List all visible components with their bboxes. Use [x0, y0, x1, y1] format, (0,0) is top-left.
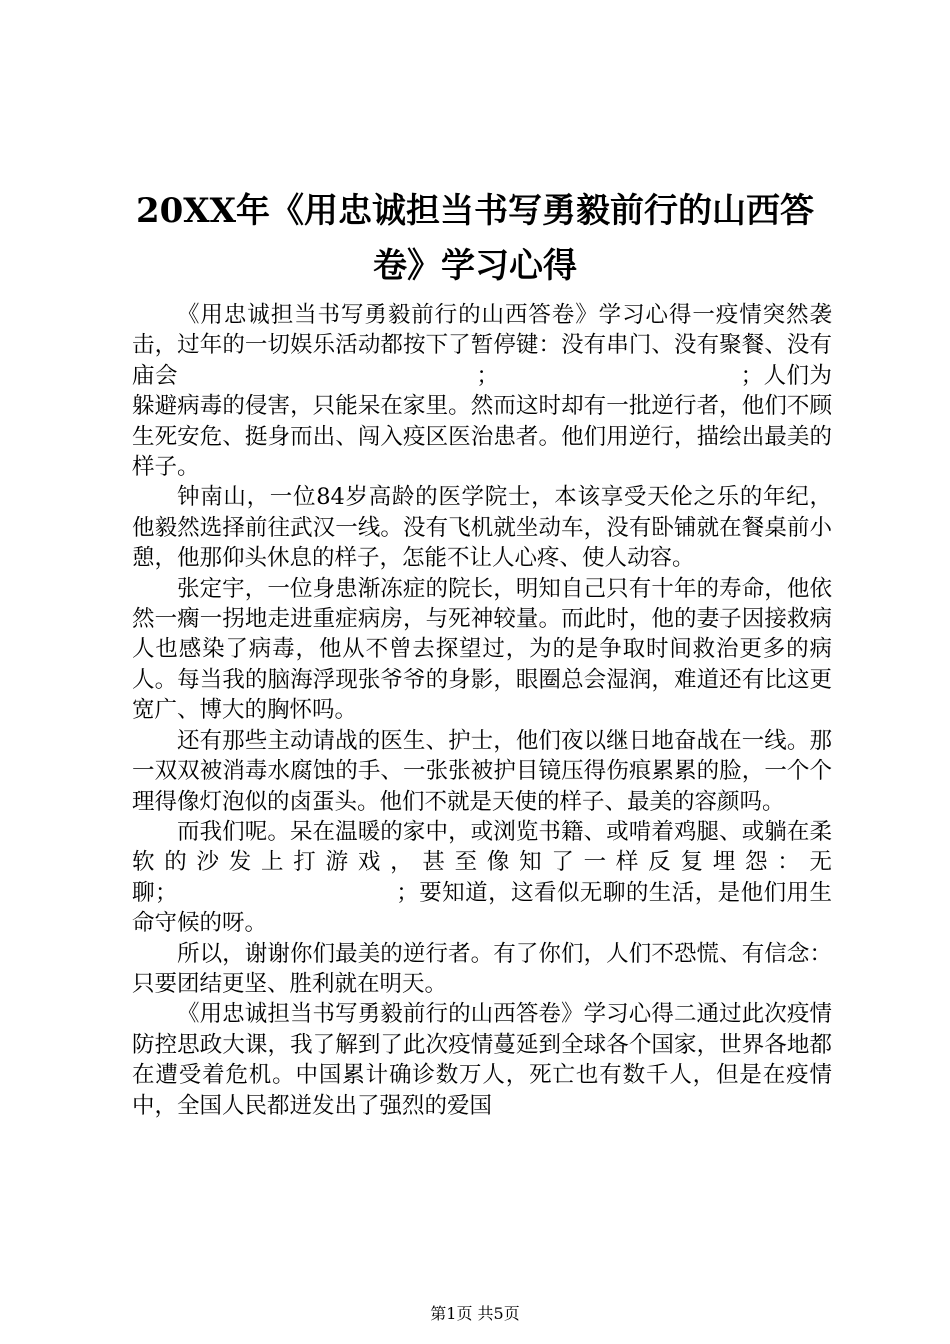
document-body [132, 300, 832, 1121]
paragraph-7: 《用忠诚担当书写勇毅前行的山西答卷》学习心得二通过此次疫情防控思政大课，我了解到了此次疫情蔓延到全球各个国家，世界各地都在遭受着危机。中国累计确诊数万人，死亡也有数千人，但是在疫情中，全国人民都迸发出了强烈的爱国 [132, 1001, 832, 1119]
paragraph-6: 所以，谢谢你们最美的逆行者。有了你们，人们不恐慌、有信念：只要团结更坚、胜利就在明天。 [132, 940, 832, 997]
document-title-line-2: 卷》学习心得 [373, 246, 577, 286]
page-footer: 第1页 共5页 [430, 1304, 520, 1323]
document-title-line-1: 20XX年《用忠诚担当书写勇毅前行的山西答 [135, 191, 815, 231]
paragraph-5: 而我们呢。呆在温暖的家中，或浏览书籍、或啃着鸡腿、或躺在柔软的沙发上打游戏，甚至像知了一样反复埋怨：无聊； ；要知道，这看似无聊的生活，是他们用生命守候的呀。 [132, 818, 832, 937]
paragraph-3: 张定宇，一位身患渐冻症的院长，明知自己只有十年的寿命，他依然一瘸一拐地走进重症病房，与死神较量。而此时，他的妻子因接救病人也感染了病毒，他从不曾去探望过，为的是争取时间救治更多的病人。每当我的脑海浮现张爷爷的身影，眼圈总会湿润，难道还有比这更宽广、博大的胸怀吗。 [132, 575, 832, 724]
paragraph-1: 《用忠诚担当书写勇毅前行的山西答卷》学习心得一疫情突然袭击，过年的一切娱乐活动都按下了暂停键：没有串门、没有聚餐、没有庙会 ； ；人们为躲避病毒的侵害，只能呆在家里。然而这时却有一批逆行者，他们不顾生死安危、挺身而出、闯入疫区医治患者。他们用逆行，描绘出最美的样子。 [132, 302, 832, 481]
paragraph-4: 还有那些主动请战的医生、护士，他们夜以继日地奋战在一线。那一双双被消毒水腐蚀的手、一张张被护目镜压得伤痕累累的脸，一个个理得像灯泡似的卤蛋头。他们不就是天使的样子、最美的容颜吗。 [132, 727, 832, 815]
paragraph-2: 钟南山，一位84岁高龄的医学院士，本该享受天伦之乐的年纪，他毅然选择前往武汉一线。没有飞机就坐动车，没有卧铺就在餐桌前小憩，他那仰头休息的样子，怎能不让人心疼、使人动容。 [132, 484, 832, 572]
